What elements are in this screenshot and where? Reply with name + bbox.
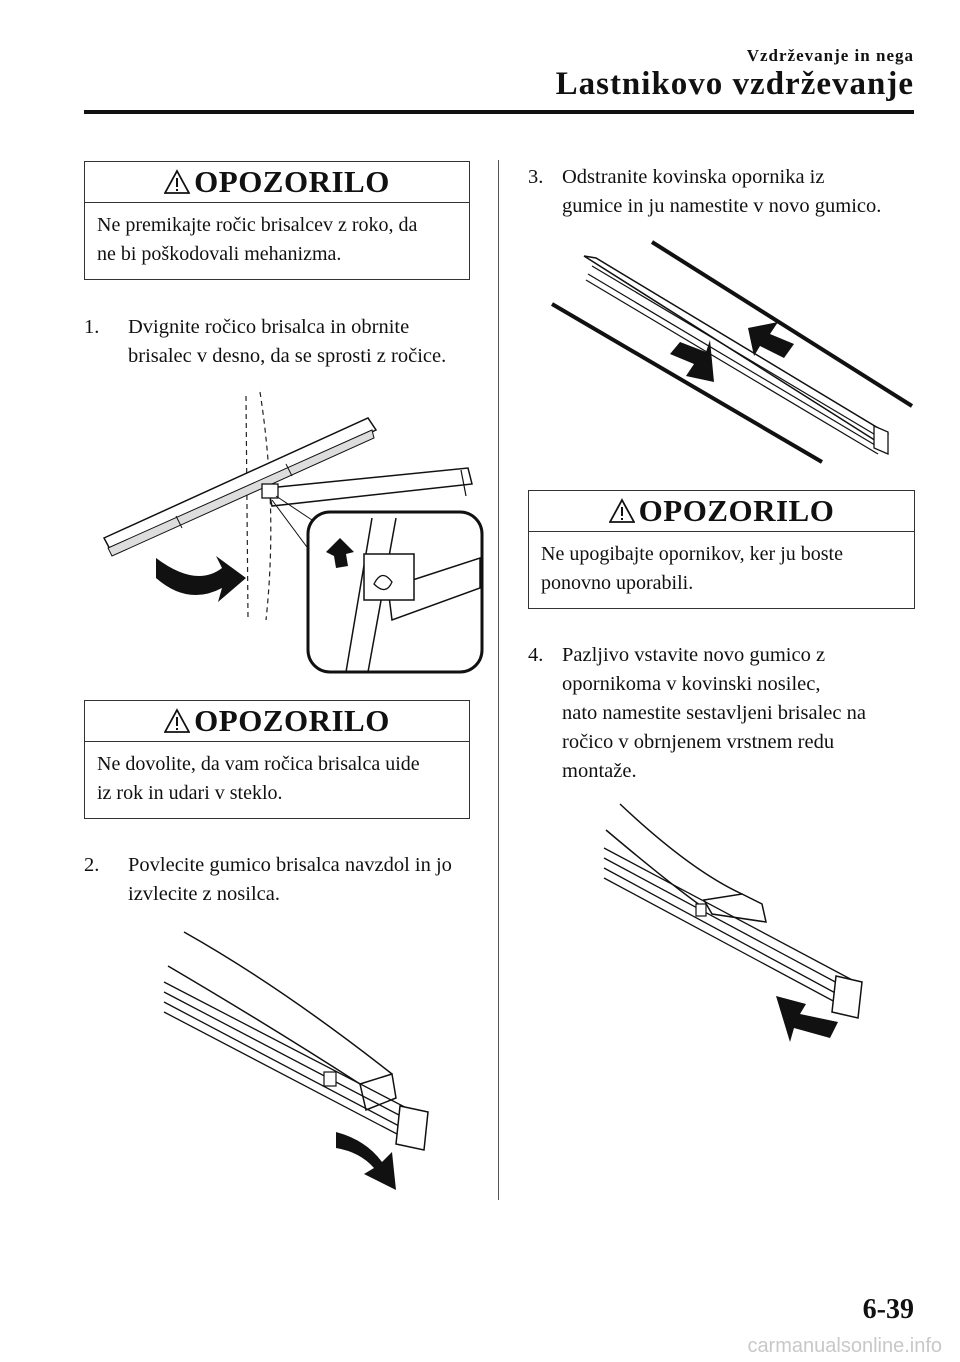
step-line: nato namestite sestavljeni brisalec na — [562, 702, 866, 724]
page-title: Lastnikovo vzdrževanje — [555, 66, 914, 102]
step-line: Dvignite ročico brisalca in obrnite — [128, 316, 410, 338]
footer-watermark: carmanualsonline.info — [747, 1335, 942, 1357]
step-line: montaže. — [562, 760, 637, 782]
warning-text — [529, 532, 914, 598]
warning-line: Ne upogibajte opornikov, ker ju boste — [541, 543, 843, 565]
step-line: izvlecite z nosilca. — [128, 883, 280, 905]
warning-line: ponovno uporabili. — [541, 572, 694, 594]
warning-header — [85, 162, 469, 203]
step-2 — [84, 851, 484, 909]
warning-text — [85, 203, 469, 269]
page-number: 6-39 — [862, 1294, 914, 1325]
warning-line: ne bi poškodovali mehanizma. — [97, 243, 342, 265]
column-divider — [498, 160, 499, 1200]
step-number: 4. — [528, 644, 544, 666]
step-1 — [84, 313, 484, 371]
step-line: Pazljivo vstavite novo gumico z — [562, 644, 826, 666]
warning-box-3 — [528, 490, 915, 609]
step-line: ročico v obrnjenem vrstnem redu — [562, 731, 835, 753]
step-number: 1. — [84, 316, 100, 338]
warning-icon — [609, 498, 635, 524]
step-4 — [528, 641, 928, 786]
figure-wiper-release — [96, 388, 488, 678]
warning-box-2 — [84, 700, 470, 819]
step-line: brisalec v desno, da se sprosti z ročice. — [128, 345, 447, 367]
step-number: 2. — [84, 854, 100, 876]
warning-title: OPOZORILO — [638, 493, 835, 528]
warning-icon — [164, 169, 190, 195]
step-number: 3. — [528, 166, 544, 188]
warning-box-1 — [84, 161, 470, 280]
warning-text — [85, 742, 469, 808]
warning-title: OPOZORILO — [194, 164, 390, 199]
warning-title: OPOZORILO — [194, 703, 390, 738]
warning-header — [529, 491, 914, 532]
figure-pull-rubber — [160, 926, 440, 1196]
step-line: gumice in ju namestite v novo gumico. — [562, 195, 882, 217]
step-3 — [528, 163, 928, 221]
section-label: Vzdrževanje in nega — [746, 46, 914, 65]
step-line: Povlecite gumico brisalca navzdol in jo — [128, 854, 452, 876]
warning-header — [85, 701, 469, 742]
warning-line: Ne dovolite, da vam ročica brisalca uide — [97, 753, 420, 775]
warning-line: iz rok in udari v steklo. — [97, 782, 283, 804]
figure-insert-rubber — [600, 800, 870, 1046]
warning-line: Ne premikajte ročic brisalcev z roko, da — [97, 214, 418, 236]
step-line: opornikoma v kovinski nosilec, — [562, 673, 821, 695]
header-rule — [84, 110, 914, 114]
warning-icon — [164, 708, 190, 734]
step-line: Odstranite kovinska opornika iz — [562, 166, 825, 188]
figure-metal-supports — [548, 240, 918, 466]
